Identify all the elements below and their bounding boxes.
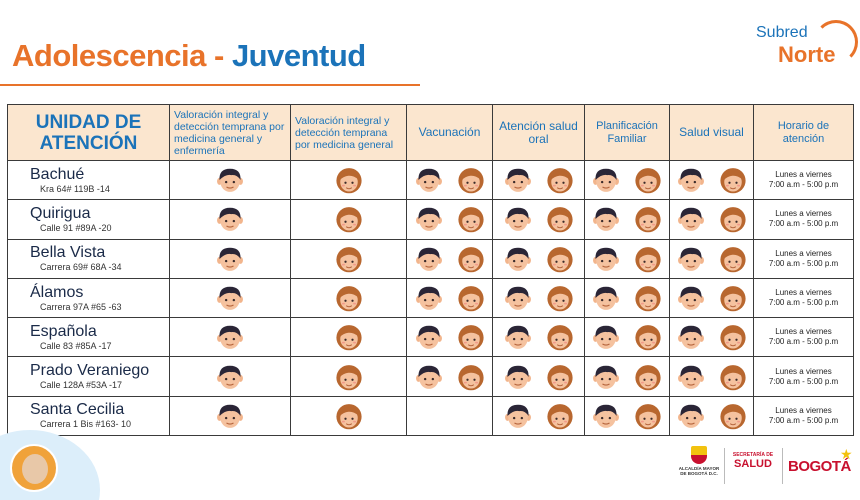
title-part1: Adolescencia — [12, 38, 206, 73]
boy-face-icon — [592, 245, 620, 273]
subred-norte-logo — [752, 18, 860, 78]
boy-face-icon — [592, 205, 620, 233]
valoracion-medicina-cell — [291, 239, 407, 278]
planificacion-cell — [585, 161, 670, 200]
vacunacion-icons — [407, 245, 492, 273]
valoracion-medicina-cell — [291, 396, 407, 435]
vacunacion-cell — [407, 396, 493, 435]
boy-face-icon — [504, 245, 532, 273]
girl-face-icon — [457, 245, 485, 273]
salud-oral-cell — [493, 200, 585, 239]
valoracion-enfermeria-cell — [170, 357, 291, 396]
valoracion-enfermeria-cell — [170, 396, 291, 435]
boy-face-icon — [677, 363, 705, 391]
salud-visual-cell — [670, 161, 754, 200]
hours-days: Lunes a viernes — [775, 366, 832, 376]
hours-days: Lunes a viernes — [775, 405, 832, 415]
unit-cell — [8, 200, 170, 239]
boy-face-icon — [677, 166, 705, 194]
table-row — [8, 318, 854, 357]
boy-face-icon — [677, 284, 705, 312]
girl-face-icon — [335, 245, 363, 273]
hours-time: 7:00 a.m - 5:00 p.m — [768, 219, 839, 229]
unit-cell — [8, 161, 170, 200]
girl-face-icon — [546, 402, 574, 430]
girl-face-icon — [634, 166, 662, 194]
boy-face-icon — [677, 205, 705, 233]
table-row — [8, 200, 854, 239]
table-row — [8, 239, 854, 278]
boy-face-icon — [415, 363, 443, 391]
boy-face-icon — [504, 363, 532, 391]
salud-oral-cell — [493, 278, 585, 317]
unit-address: Kra 64# 119B -14 — [40, 183, 110, 194]
services-table — [7, 104, 854, 436]
alcaldia-logo — [678, 446, 720, 486]
boy-face-icon — [592, 363, 620, 391]
header-valoracion-medicina: Valoración integral y detección temprana por medicina general — [291, 105, 407, 161]
header-salud-visual: Salud visual — [670, 105, 754, 161]
girl-face-icon — [457, 205, 485, 233]
header-valoracion-enfermeria: Valoración integral y detección temprana por medicina general y enfermería — [170, 105, 291, 161]
table-row — [8, 161, 854, 200]
unit-name: Prado Veraniego — [30, 362, 150, 380]
girl-face-icon — [335, 166, 363, 194]
girl-face-icon — [634, 363, 662, 391]
unit-cell — [8, 318, 170, 357]
title-part2: Juventud — [231, 38, 366, 73]
boy-face-icon — [415, 284, 443, 312]
unit-name: Álamos — [30, 283, 84, 301]
girl-face-icon — [546, 323, 574, 351]
hours-days: Lunes a viernes — [775, 170, 832, 180]
planificacion-cell — [585, 318, 670, 357]
salud-text: SALUD — [734, 458, 772, 470]
vacunacion-cell — [407, 239, 493, 278]
girl-face-icon — [719, 402, 747, 430]
salud-visual-cell — [670, 396, 754, 435]
girl-face-icon — [335, 323, 363, 351]
girl-face-icon — [634, 323, 662, 351]
secretaria-salud-logo — [730, 452, 776, 470]
salud-oral-cell — [493, 318, 585, 357]
table-row — [8, 357, 854, 396]
girl-face-icon — [546, 363, 574, 391]
horario-cell — [754, 239, 854, 278]
boy-face-icon — [216, 284, 244, 312]
girl-face-icon — [546, 245, 574, 273]
unit-address: Carrera 97A #65 -63 — [40, 301, 122, 312]
vacunacion-cell — [407, 357, 493, 396]
vacunacion-icons — [407, 323, 492, 351]
girl-face-icon — [719, 323, 747, 351]
girl-face-icon — [457, 323, 485, 351]
boy-face-icon — [592, 166, 620, 194]
unit-name: Española — [30, 322, 97, 340]
girl-face-icon — [719, 363, 747, 391]
salud-visual-cell — [670, 239, 754, 278]
valoracion-enfermeria-cell — [170, 200, 291, 239]
girl-face-icon — [335, 284, 363, 312]
hours-time: 7:00 a.m - 5:00 p.m — [768, 258, 839, 268]
horario-cell — [754, 200, 854, 239]
horario-cell — [754, 357, 854, 396]
logo-line1: Subred — [756, 24, 808, 41]
girl-face-icon — [546, 284, 574, 312]
planificacion-cell — [585, 396, 670, 435]
hours-time: 7:00 a.m - 5:00 p.m — [768, 415, 839, 425]
girl-face-icon — [546, 166, 574, 194]
coat-of-arms-icon — [691, 446, 707, 464]
boy-face-icon — [415, 323, 443, 351]
header-salud-oral: Atención salud oral — [493, 105, 585, 161]
logo-divider — [724, 448, 725, 484]
logo-divider — [782, 448, 783, 484]
girl-face-icon — [634, 205, 662, 233]
horario-cell — [754, 278, 854, 317]
hours-days: Lunes a viernes — [775, 248, 832, 258]
bogota-logo: BOGOTÁ — [788, 458, 851, 475]
girl-face-icon — [335, 205, 363, 233]
boy-face-icon — [677, 402, 705, 430]
boy-face-icon — [504, 284, 532, 312]
boy-face-icon — [504, 323, 532, 351]
unit-address: Calle 128A #53A -17 — [40, 380, 123, 391]
boy-face-icon — [415, 166, 443, 194]
boy-face-icon — [592, 402, 620, 430]
salud-visual-cell — [670, 318, 754, 357]
unit-name: Bachué — [30, 165, 85, 183]
boy-face-icon — [216, 245, 244, 273]
alcaldia-text: ALCALDÍA MAYOR DE BOGOTÁ D.C. — [678, 466, 720, 476]
vacunacion-icons — [407, 284, 492, 312]
valoracion-medicina-cell — [291, 357, 407, 396]
salud-oral-cell — [493, 161, 585, 200]
vacunacion-cell — [407, 318, 493, 357]
valoracion-enfermeria-cell — [170, 318, 291, 357]
footer-photo — [10, 444, 58, 492]
header-horario: Horario de atención — [754, 105, 854, 161]
boy-face-icon — [504, 166, 532, 194]
unit-cell — [8, 278, 170, 317]
boy-face-icon — [415, 245, 443, 273]
horario-cell — [754, 318, 854, 357]
valoracion-medicina-cell — [291, 278, 407, 317]
vacunacion-cell — [407, 161, 493, 200]
girl-face-icon — [634, 245, 662, 273]
boy-face-icon — [216, 363, 244, 391]
table-header-row — [8, 105, 854, 161]
girl-face-icon — [719, 166, 747, 194]
girl-face-icon — [335, 363, 363, 391]
planificacion-cell — [585, 357, 670, 396]
vacunacion-icons — [407, 363, 492, 391]
salud-visual-cell — [670, 200, 754, 239]
vacunacion-icons — [407, 205, 492, 233]
boy-face-icon — [504, 205, 532, 233]
girl-face-icon — [457, 284, 485, 312]
girl-face-icon — [719, 284, 747, 312]
girl-face-icon — [634, 284, 662, 312]
vacunacion-cell — [407, 200, 493, 239]
girl-face-icon — [335, 402, 363, 430]
footer-logos — [678, 446, 860, 490]
unit-cell — [8, 239, 170, 278]
valoracion-medicina-cell — [291, 318, 407, 357]
hours-days: Lunes a viernes — [775, 288, 832, 298]
valoracion-medicina-cell — [291, 200, 407, 239]
boy-face-icon — [216, 323, 244, 351]
unit-name: Santa Cecilia — [30, 401, 125, 419]
hours-time: 7:00 a.m - 5:00 p.m — [768, 180, 839, 190]
boy-face-icon — [216, 402, 244, 430]
unit-address: Calle 83 #85A -17 — [40, 340, 112, 351]
logo-line2: Norte — [778, 42, 836, 67]
planificacion-cell — [585, 239, 670, 278]
unit-address: Calle 91 #89A -20 — [40, 222, 112, 233]
planificacion-cell — [585, 200, 670, 239]
table-row — [8, 396, 854, 435]
unit-name: Quirigua — [30, 204, 91, 222]
salud-visual-cell — [670, 278, 754, 317]
boy-face-icon — [415, 205, 443, 233]
valoracion-medicina-cell — [291, 161, 407, 200]
planificacion-cell — [585, 278, 670, 317]
salud-oral-cell — [493, 239, 585, 278]
vacunacion-icons — [407, 166, 492, 194]
girl-face-icon — [457, 166, 485, 194]
hours-days: Lunes a viernes — [775, 327, 832, 337]
hours-time: 7:00 a.m - 5:00 p.m — [768, 298, 839, 308]
girl-face-icon — [546, 205, 574, 233]
boy-face-icon — [504, 402, 532, 430]
hours-days: Lunes a viernes — [775, 209, 832, 219]
girl-face-icon — [719, 245, 747, 273]
salud-oral-cell — [493, 396, 585, 435]
boy-face-icon — [677, 245, 705, 273]
horario-cell — [754, 161, 854, 200]
boy-face-icon — [216, 166, 244, 194]
boy-face-icon — [677, 323, 705, 351]
girl-face-icon — [719, 205, 747, 233]
valoracion-enfermeria-cell — [170, 161, 291, 200]
secretaria-text: SECRETARÍA DE — [732, 452, 774, 458]
table-row — [8, 278, 854, 317]
star-icon: ★ — [840, 446, 853, 462]
header-vacunacion: Vacunación — [407, 105, 493, 161]
salud-visual-cell — [670, 357, 754, 396]
horario-cell — [754, 396, 854, 435]
title-underline — [0, 84, 420, 86]
boy-face-icon — [592, 323, 620, 351]
vacunacion-cell — [407, 278, 493, 317]
unit-name: Bella Vista — [30, 244, 106, 262]
valoracion-enfermeria-cell — [170, 239, 291, 278]
title-dash: - — [205, 38, 232, 73]
hours-time: 7:00 a.m - 5:00 p.m — [768, 337, 839, 347]
unit-address: Carrera 1 Bis #163- 10 — [40, 419, 132, 430]
valoracion-enfermeria-cell — [170, 278, 291, 317]
header-planificacion: Planificación Familiar — [585, 105, 670, 161]
page-title — [12, 38, 366, 74]
unit-address: Carrera 69# 68A -34 — [40, 262, 122, 273]
hours-time: 7:00 a.m - 5:00 p.m — [768, 376, 839, 386]
unit-cell — [8, 357, 170, 396]
girl-face-icon — [634, 402, 662, 430]
girl-face-icon — [457, 363, 485, 391]
salud-oral-cell — [493, 357, 585, 396]
boy-face-icon — [592, 284, 620, 312]
header-unit: UNIDAD DE ATENCIÓN — [8, 105, 170, 161]
boy-face-icon — [216, 205, 244, 233]
